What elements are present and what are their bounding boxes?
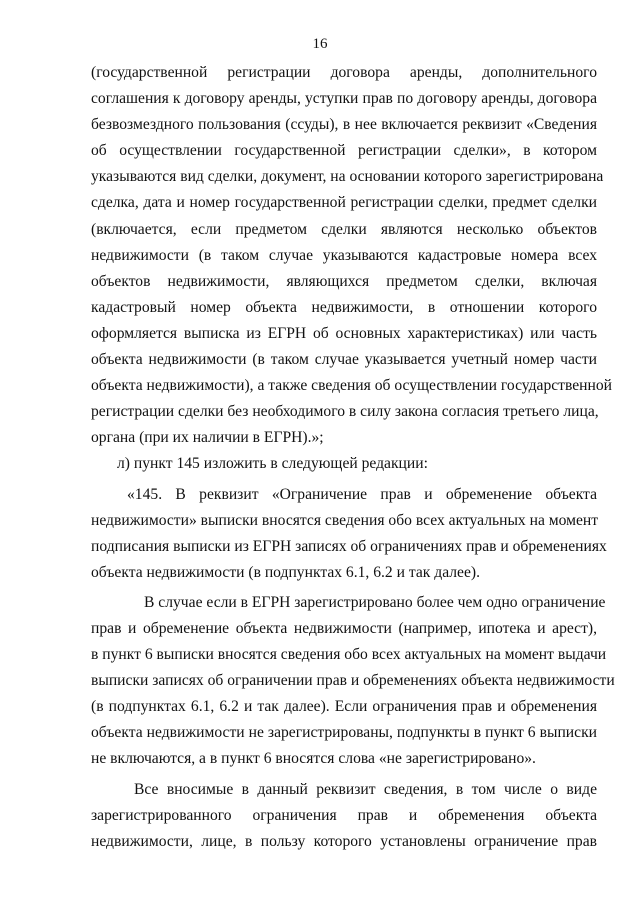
text-line: недвижимости (в таком случае указываются кадастровые номера всех: [91, 246, 597, 264]
text-line: сделка, дата и номер государственной регистрации сделки, предмет сделки: [91, 194, 597, 212]
text-line: объекта недвижимости), а также сведения об осуществлении государственной: [91, 377, 613, 395]
text-line: органа (при их наличии в ЕГРН).»;: [91, 429, 324, 447]
text-line: Все вносимые в данный реквизит сведения, в том числе о виде: [134, 780, 597, 798]
text-line: объектов недвижимости, являющихся предметом сделки, включая: [91, 272, 597, 290]
text-line: прав и обременение объекта недвижимости (например, ипотека и арест),: [91, 619, 597, 637]
text-line: объекта недвижимости не зарегистрированы, подпункты в пункт 6 выписки: [91, 724, 597, 742]
text-line: выписки записях об ограничении прав и обременениях объекта недвижимости: [91, 672, 615, 690]
text-line: «145. В реквизит «Ограничение прав и обременение объекта: [127, 485, 597, 503]
text-line: безвозмездного пользования (ссуды), в нее включается реквизит «Сведения: [91, 116, 597, 134]
text-line: (государственной регистрации договора аренды, дополнительного: [91, 64, 597, 81]
text-line: соглашения к договору аренды, уступки прав по договору аренды, договора: [91, 90, 597, 108]
text-line: об осуществлении государственной регистрации сделки», в котором: [91, 142, 597, 160]
text-line: объекта недвижимости (в таком случае указывается учетный номер части: [91, 351, 597, 369]
text-line: объекта недвижимости (в подпунктах 6.1, 6.2 и так далее).: [91, 563, 480, 581]
text-line: В случае если в ЕГРН зарегистрировано более чем одно ограничение: [144, 593, 606, 611]
text-line: не включаются, а в пункт 6 вносятся слова «не зарегистрировано».: [91, 750, 536, 768]
text-line: кадастровый номер объекта недвижимости, в отношении которого: [91, 298, 597, 316]
page-number: 16: [312, 36, 328, 52]
text-line: недвижимости, лице, в пользу которого установлены ограничение прав: [91, 832, 597, 850]
text-line: указываются вид сделки, документ, на основании которого зарегистрирована: [91, 168, 604, 186]
text-line: подписания выписки из ЕГРН записях об ограничениях прав и обременениях: [91, 537, 607, 555]
text-line: л) пункт 145 изложить в следующей редакции:: [117, 455, 428, 473]
text-line: регистрации сделки без необходимого в силу закона согласия третьего лица,: [91, 403, 599, 421]
text-line: (в подпунктах 6.1, 6.2 и так далее). Если ограничения прав и обременения: [91, 698, 597, 716]
text-line: (включается, если предметом сделки являются несколько объектов: [91, 220, 597, 238]
document-body: [91, 60, 615, 855]
text-line: зарегистрированного ограничения прав и обременения объекта: [91, 806, 597, 824]
text-line: недвижимости» выписки вносятся сведения обо всех актуальных на момент: [91, 511, 599, 529]
text-line: оформляется выписка из ЕГРН об основных характеристиках) или часть: [91, 324, 597, 342]
text-line: в пункт 6 выписки вносятся сведения обо всех актуальных на момент выдачи: [91, 646, 607, 664]
